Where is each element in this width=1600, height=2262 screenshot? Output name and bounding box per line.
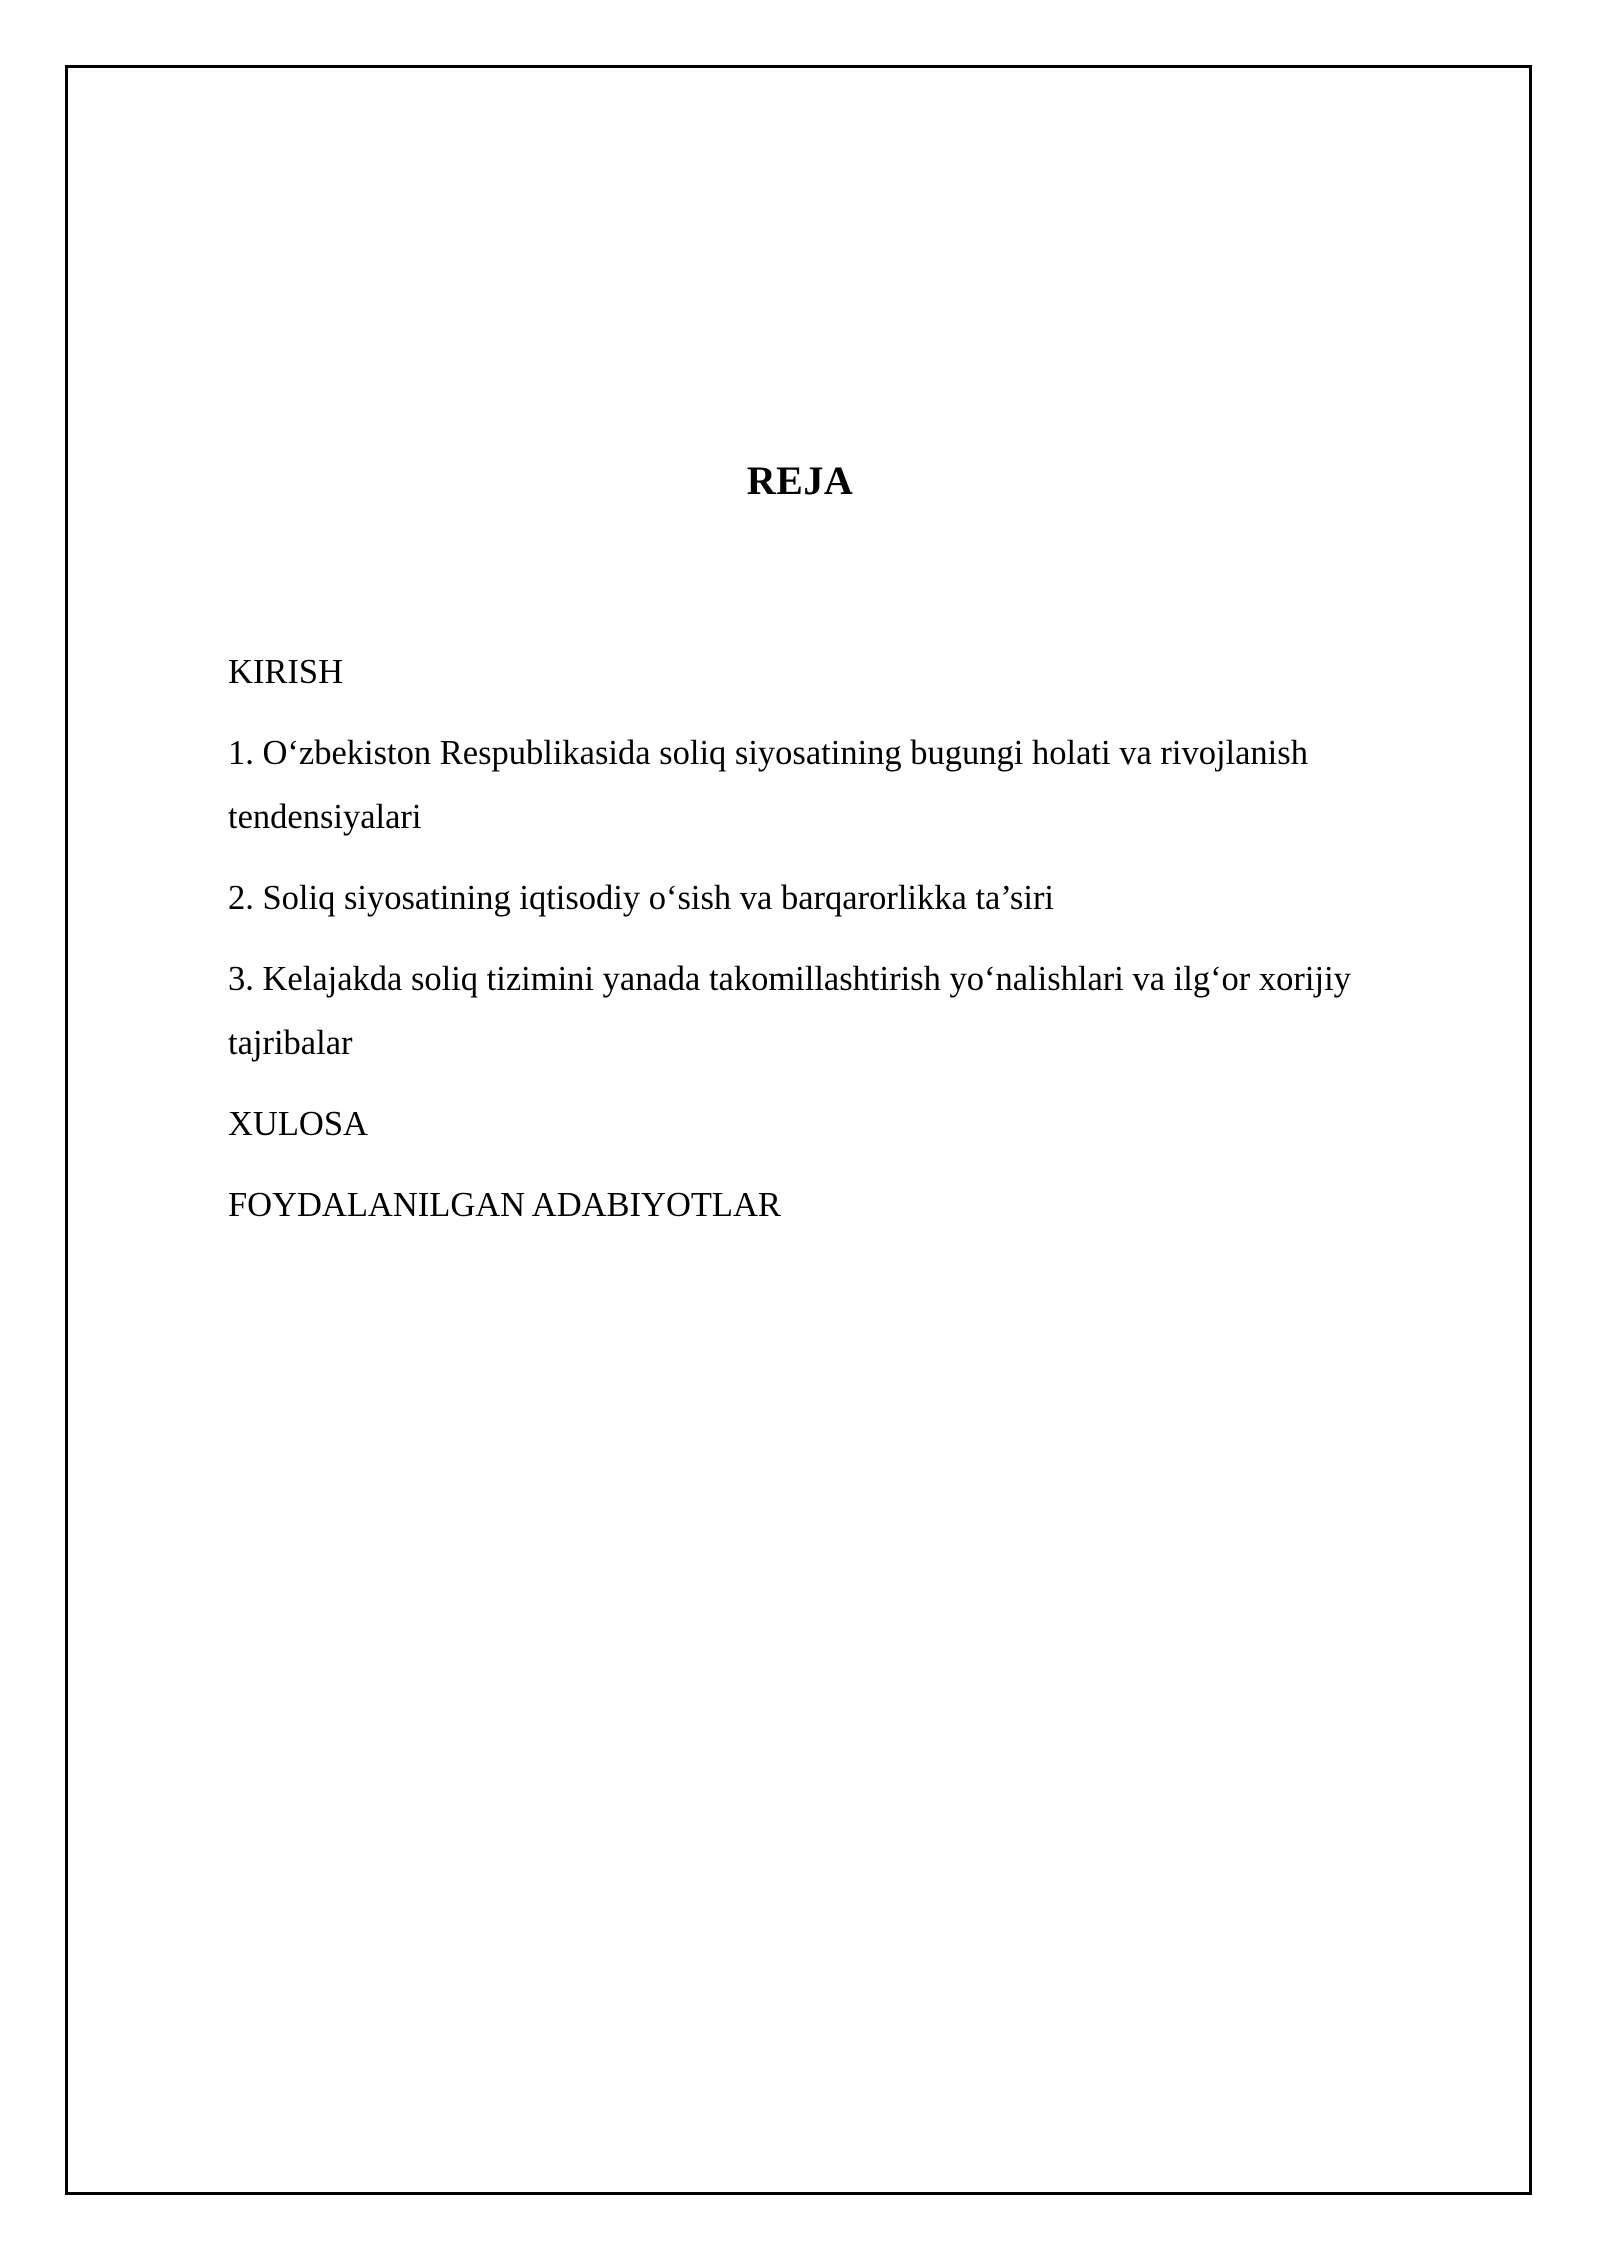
plan-item-3: 3. Kelajakda soliq tizimini yanada takomillashtirish yo‘nalishlari va ilg‘or xorijiy tajribalar bbox=[228, 960, 1351, 1062]
plan-item-introduction: KIRISH bbox=[228, 653, 344, 691]
plan-item-1: 1. O‘zbekiston Respublikasida soliq siyosatining bugungi holati va rivojlanish tendensiyalari bbox=[228, 734, 1308, 836]
page-title: REJA bbox=[746, 458, 854, 503]
plan-item-conclusion: XULOSA bbox=[228, 1105, 368, 1143]
plan-list bbox=[228, 640, 1468, 1254]
plan-item-references: FOYDALANILGAN ADABIYOTLAR bbox=[228, 1186, 781, 1224]
plan-item-2: 2. Soliq siyosatining iqtisodiy o‘sish va barqarorlikka ta’siri bbox=[228, 879, 1055, 917]
